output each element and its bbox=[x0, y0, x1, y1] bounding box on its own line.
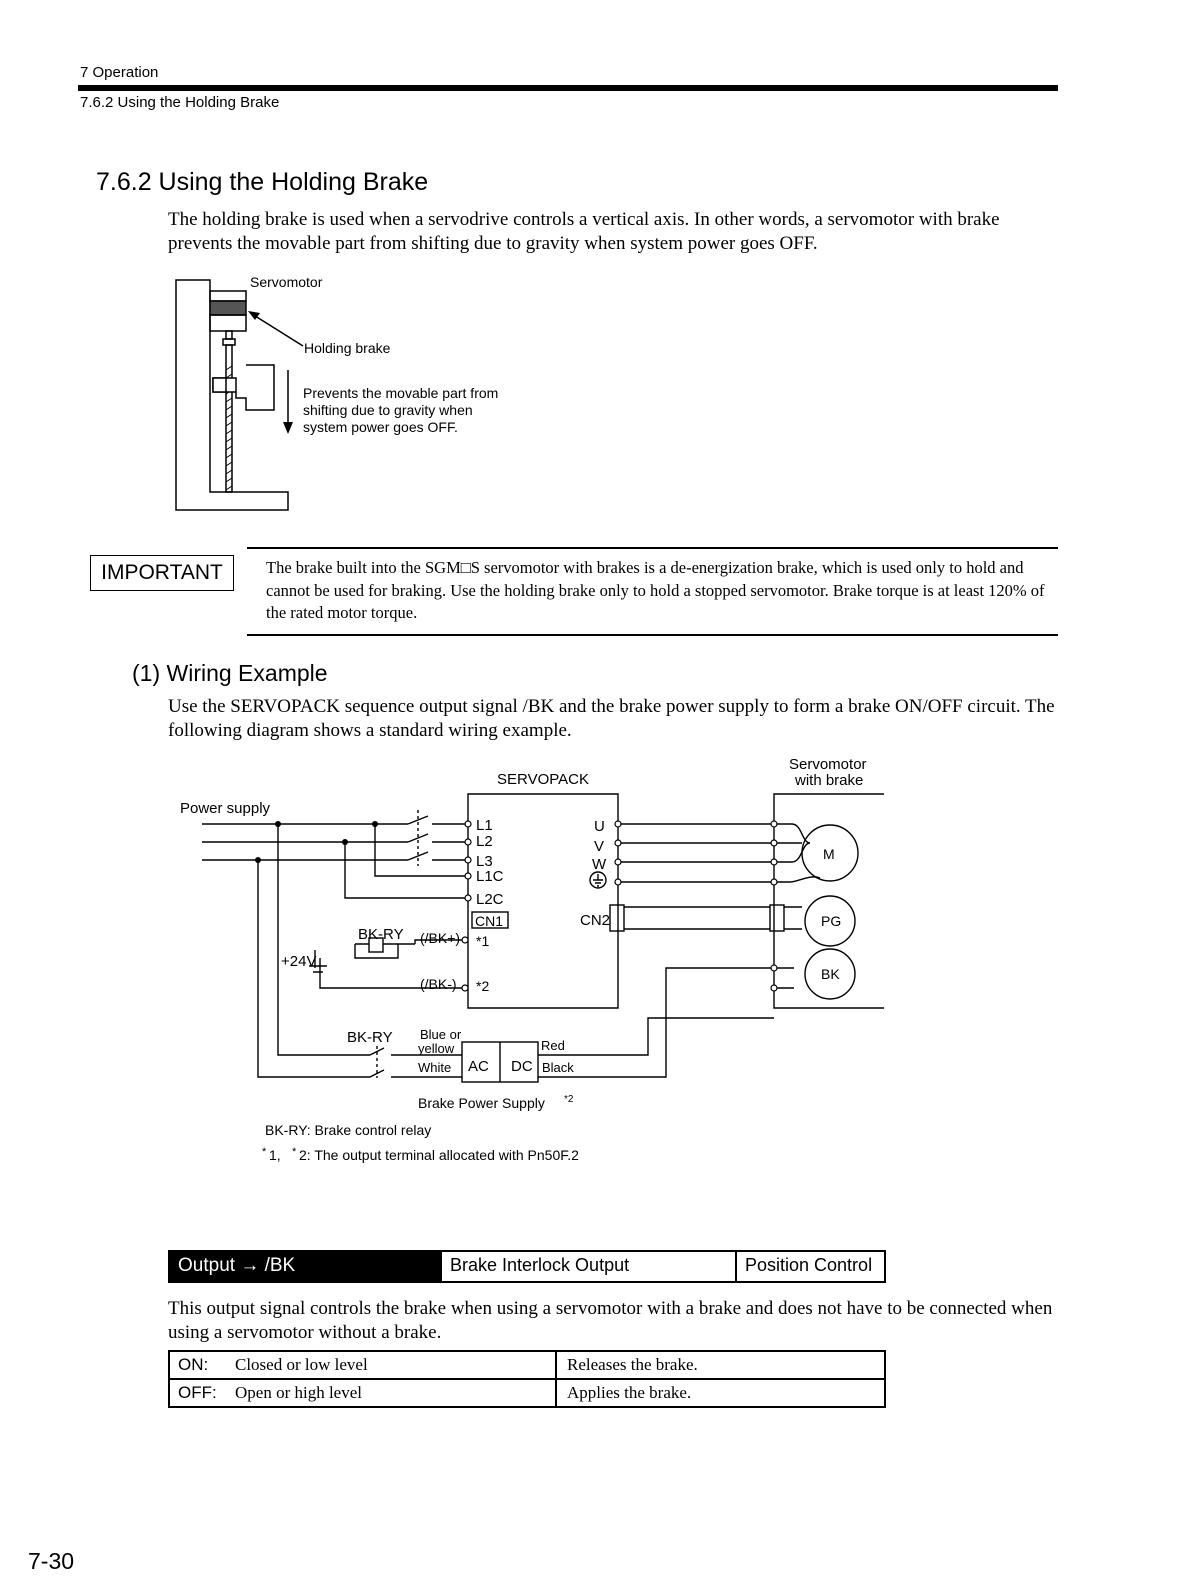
wiring-intro: Use the SERVOPACK sequence output signal /BK and the brake power supply to form a brake ON/OFF circuit. The following diagram shows a standard wiring example. bbox=[168, 696, 1055, 741]
motor-m-label: M bbox=[823, 846, 835, 862]
v-label: V bbox=[594, 838, 605, 855]
w-label: W bbox=[592, 856, 607, 873]
brake-power-supply-label: Brake Power Supply bbox=[418, 1095, 545, 1111]
state-key: ON: bbox=[178, 1355, 209, 1374]
header-rule bbox=[78, 85, 1058, 91]
plus24v-label: +24V bbox=[281, 953, 317, 970]
terminal-note-star-b: * bbox=[292, 1146, 297, 1158]
bk-plus-label: (/BK+) bbox=[420, 930, 461, 946]
motor-pg-label: PG bbox=[821, 913, 842, 929]
bk-minus-label: (/BK-) bbox=[420, 976, 457, 992]
cn2-label: CN2 bbox=[580, 912, 611, 929]
l3-label: L3 bbox=[476, 853, 493, 870]
l1c-label: L1C bbox=[476, 868, 504, 885]
servopack-label: SERVOPACK bbox=[497, 771, 589, 788]
servomotor-label-1: Servomotor bbox=[789, 756, 867, 773]
bk-ry-label-2: BK-RY bbox=[347, 1029, 393, 1046]
star2-label: *2 bbox=[476, 978, 490, 994]
white-label: White bbox=[418, 1060, 452, 1075]
u-label: U bbox=[594, 818, 605, 835]
ac-label: AC bbox=[468, 1058, 489, 1075]
brake-power-supply-note: *2 bbox=[564, 1094, 574, 1105]
prevents-line-3: system power goes OFF. bbox=[303, 419, 458, 435]
signal-description: Brake Interlock Output bbox=[440, 1252, 735, 1281]
cn1-label: CN1 bbox=[475, 913, 504, 929]
relay-note: BK-RY: Brake control relay bbox=[265, 1122, 432, 1138]
section-title: 7.6.2 Using the Holding Brake bbox=[96, 168, 429, 196]
important-label: IMPORTANT bbox=[90, 555, 234, 591]
l2c-label: L2C bbox=[476, 891, 504, 908]
red-label: Red bbox=[541, 1038, 565, 1053]
prevents-line-2: shifting due to gravity when bbox=[303, 402, 473, 418]
power-supply-label: Power supply bbox=[180, 800, 271, 817]
black-label: Black bbox=[542, 1060, 574, 1075]
important-rule-bottom bbox=[247, 634, 1058, 636]
wiring-diagram bbox=[170, 750, 900, 1170]
prevents-line-1: Prevents the movable part from bbox=[303, 385, 499, 401]
state-result: Applies the brake. bbox=[555, 1380, 884, 1406]
dc-label: DC bbox=[511, 1058, 533, 1075]
state-condition: Open or high level bbox=[235, 1383, 362, 1402]
yellow-label: yellow bbox=[418, 1041, 455, 1056]
star1-label: *1 bbox=[476, 933, 490, 949]
l2-label: L2 bbox=[476, 833, 493, 850]
state-table bbox=[168, 1350, 886, 1408]
section-intro: The holding brake is used when a servodrive controls a vertical axis. In other words, a servomotor with brake prevents the movable part from shifting due to gravity when system power goes OFF. bbox=[168, 209, 1000, 254]
servomotor-label: Servomotor bbox=[250, 274, 323, 290]
header-chapter: 7 Operation bbox=[80, 64, 159, 81]
terminal-note-1: 1, bbox=[269, 1147, 281, 1163]
signal-name: Output → /BK bbox=[170, 1252, 440, 1281]
bk-ry-label-1: BK-RY bbox=[358, 926, 404, 943]
motor-bk-label: BK bbox=[821, 966, 840, 982]
signal-table bbox=[168, 1250, 886, 1283]
holding-brake-figure bbox=[170, 270, 520, 515]
header-section: 7.6.2 Using the Holding Brake bbox=[80, 94, 280, 111]
state-condition: Closed or low level bbox=[235, 1355, 368, 1374]
terminal-note-2: 2: The output terminal allocated with Pn50F.2 bbox=[299, 1147, 579, 1163]
servomotor-label-2: with brake bbox=[795, 772, 864, 789]
page-number: 7-30 bbox=[28, 1548, 75, 1574]
blue-or-label: Blue or bbox=[420, 1027, 462, 1042]
signal-text: This output signal controls the brake when using a servomotor with a brake and does not have to be connected when using a servomotor without a brake. bbox=[168, 1298, 1053, 1343]
important-text: The brake built into the SGM□S servomotor with brakes is a de-energization brake, which is used only to hold and cannot be used for braking. Use the holding brake only to hold a stopped servomotor. Brake torque is at least 120% of the rated motor torque. bbox=[266, 558, 1045, 622]
state-result: Releases the brake. bbox=[555, 1352, 884, 1378]
table-row bbox=[170, 1378, 884, 1406]
signal-mode: Position Control bbox=[735, 1252, 884, 1281]
holding-brake-label: Holding brake bbox=[304, 340, 391, 356]
l1-label: L1 bbox=[476, 817, 493, 834]
state-key: OFF: bbox=[178, 1383, 217, 1402]
table-row bbox=[170, 1352, 884, 1378]
terminal-note-star-a: * bbox=[262, 1146, 267, 1158]
important-rule-top bbox=[247, 547, 1058, 549]
wiring-title: (1) Wiring Example bbox=[132, 660, 328, 686]
